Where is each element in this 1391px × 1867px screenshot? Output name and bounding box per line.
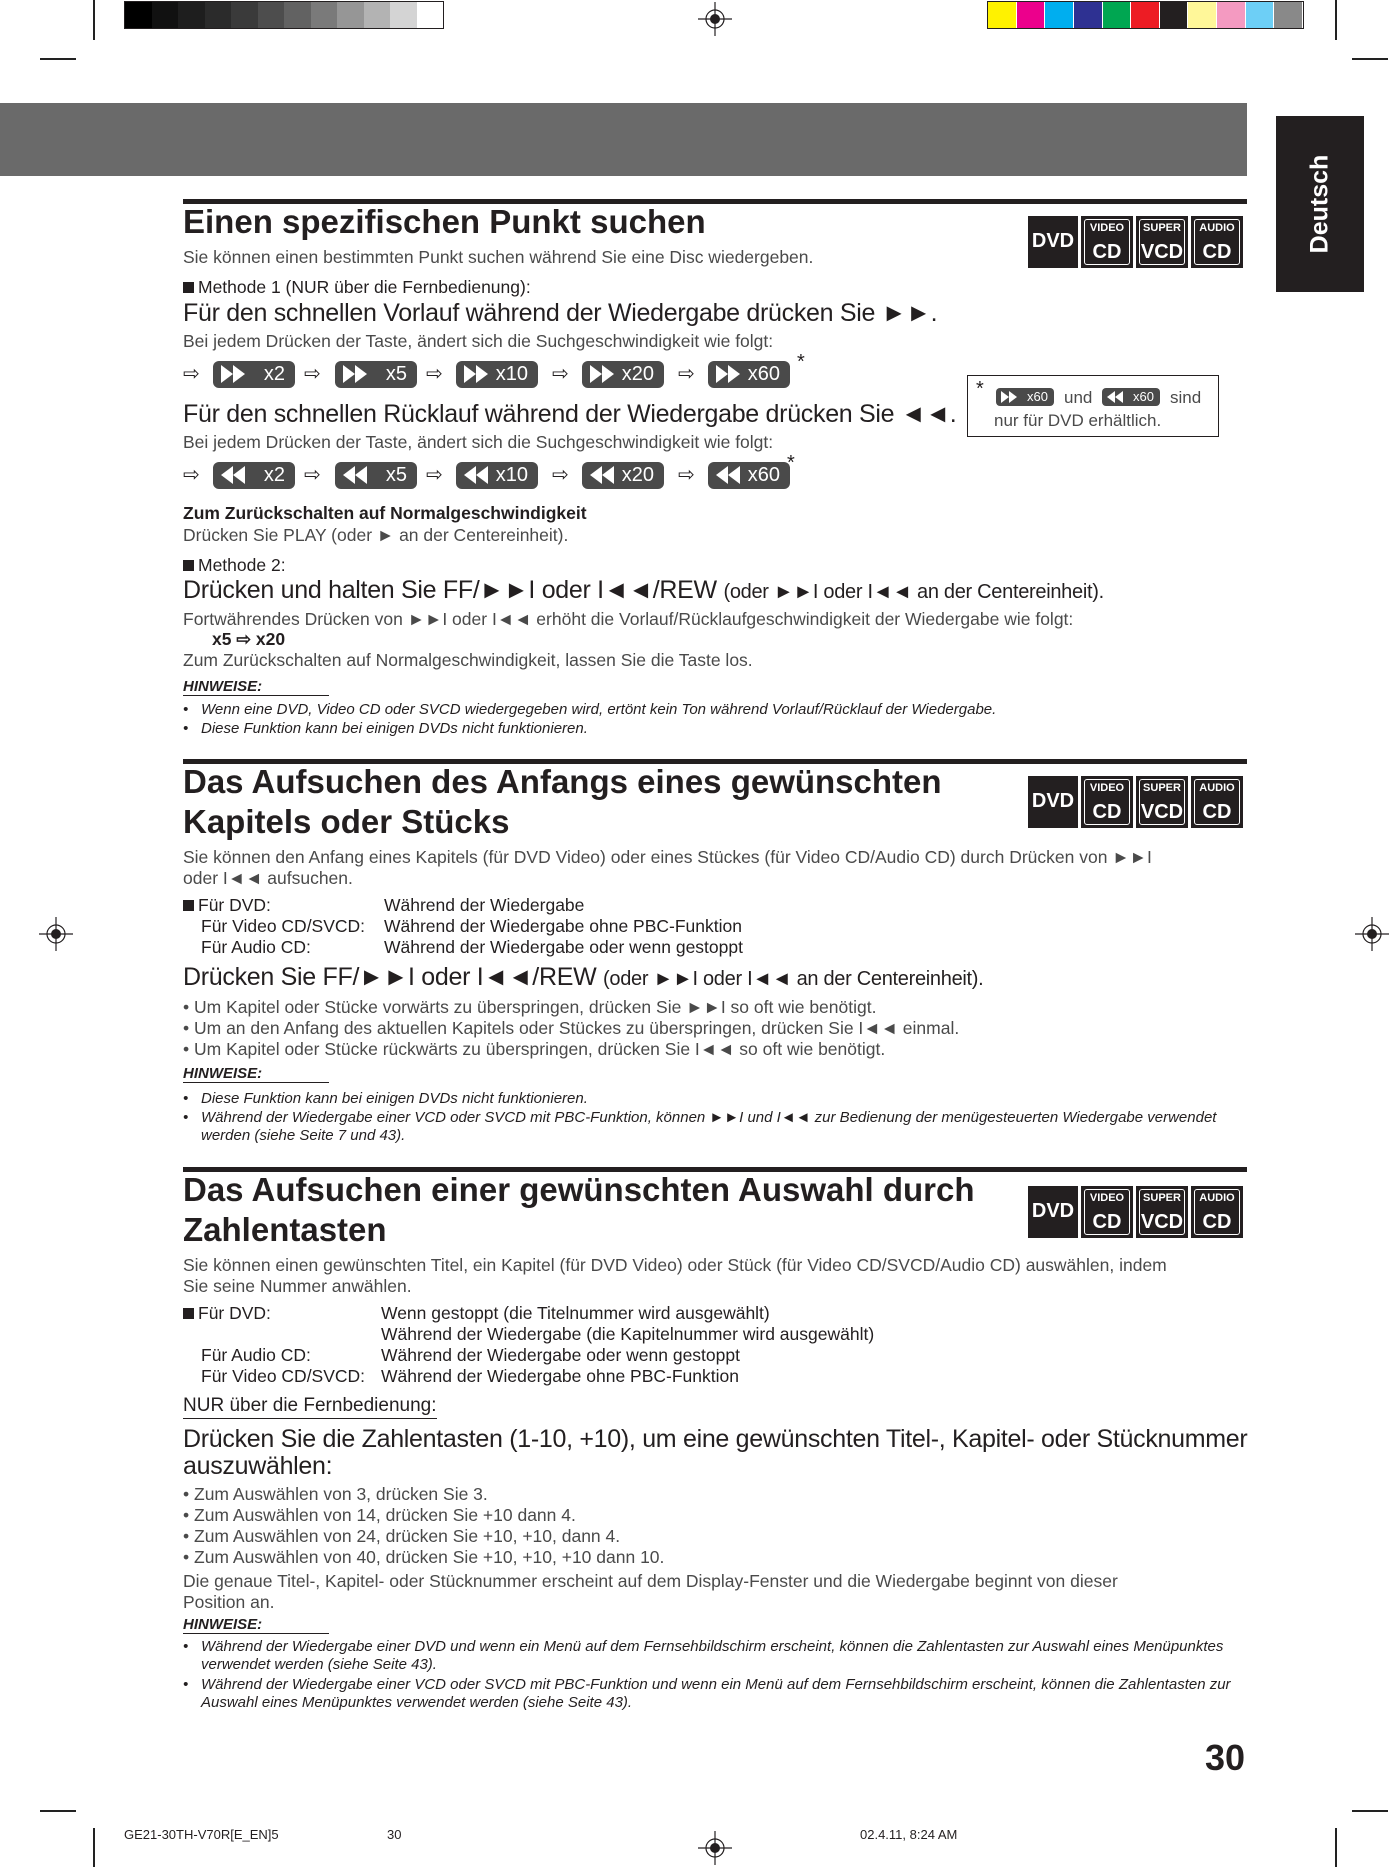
registration-mark-icon — [698, 1831, 732, 1865]
number-instruction-line2: auszuwählen: — [183, 1452, 333, 1480]
mode-row-value: Während der Wiedergabe oder wenn gestoppt — [384, 937, 743, 957]
rew-instruction: Für den schnellen Rücklauf während der Wiedergabe drücken Sie ◄◄. — [183, 400, 957, 428]
speed-label: x10 — [495, 464, 528, 486]
header-band — [0, 103, 1247, 176]
mode-row: Für Audio CD: — [201, 1345, 311, 1365]
mode-row-value: Während der Wiedergabe ohne PBC-Funktion — [381, 1366, 739, 1386]
registration-mark-icon — [1355, 917, 1389, 951]
forward-speed-pill — [335, 361, 417, 388]
color-swatch — [1246, 2, 1274, 28]
gray-swatch — [205, 2, 232, 28]
mode-row: Für Video CD/SVCD: — [201, 1366, 366, 1386]
note-item: • Diese Funktion kann bei einigen DVDs nicht funktionieren. — [183, 720, 588, 737]
rewind-speed-pill — [456, 462, 538, 489]
footnote-x60-ff: x60 — [1027, 389, 1048, 404]
sequence-arrow: ⇨ — [678, 363, 695, 385]
page-number: 30 — [1204, 1737, 1245, 1778]
speed-label: x5 — [385, 363, 407, 385]
sequence-arrow: ⇨ — [426, 464, 443, 486]
gray-swatch — [178, 2, 205, 28]
forward-speed-pill — [213, 361, 295, 388]
ff-pill-small — [996, 388, 1054, 406]
section-title-line2: Kapitels oder Stücks — [183, 803, 510, 840]
rew-pill-small — [1102, 388, 1160, 406]
rewind-icon — [343, 466, 367, 484]
registration-mark-icon — [39, 917, 73, 951]
speed-label: x5 — [385, 464, 407, 486]
video-cd-badge-top: VIDEO — [1089, 782, 1125, 794]
hinweise-heading: HINWEISE: — [183, 1065, 329, 1083]
sequence-arrow: ⇨ — [183, 363, 200, 385]
ff-instruction: Für den schnellen Vorlauf während der Wiedergabe drücken Sie ►►. — [183, 299, 938, 327]
footer-date: 02.4.11, 8:24 AM — [860, 1827, 958, 1842]
footnote-star: * — [976, 378, 984, 400]
rewind-icon — [221, 466, 245, 484]
rewind-icon — [590, 466, 614, 484]
bullet-item: • Um an den Anfang des aktuellen Kapitels oder Stückes zu überspringen, drücken Sie I◄◄ einmal. — [183, 1018, 960, 1038]
note-item: • Während der Wiedergabe einer DVD und wenn ein Menü auf dem Fernsehbildschirm erscheint, können die Zahlentasten zur Auswahl eines Menüpunktes verwendet werden (siehe Seite 43). — [183, 1638, 1224, 1673]
gray-swatch-strip — [124, 1, 444, 29]
forward-speed-pill — [708, 361, 790, 388]
rewind-speed-pill — [335, 462, 417, 489]
rewind-speed-pill — [708, 462, 790, 489]
footnote-sind: sind — [1170, 388, 1202, 407]
mode-row-value: Während der Wiedergabe ohne PBC-Funktion — [384, 916, 742, 936]
speed-label: x2 — [263, 363, 285, 385]
intro-text-line2: oder I◄◄ aufsuchen. — [183, 868, 353, 888]
mode-row: Für Audio CD: — [201, 937, 311, 957]
color-swatch — [1217, 2, 1245, 28]
crop-mark — [1352, 58, 1388, 60]
ff-subtext: Bei jedem Drücken der Taste, ändert sich die Suchgeschwindigkeit wie folgt: — [183, 331, 774, 351]
fast-forward-icon — [590, 365, 614, 383]
audio-cd-badge-main: CD — [1202, 241, 1232, 263]
sequence-arrow: ⇨ — [183, 464, 200, 486]
note-item: • Diese Funktion kann bei einigen DVDs nicht funktionieren. — [183, 1090, 588, 1107]
section-title-line1: Das Aufsuchen des Anfangs eines gewünschten — [183, 763, 942, 800]
hinweise-heading: HINWEISE: — [183, 1616, 329, 1634]
color-swatch — [988, 2, 1016, 28]
mode-row-value: Während der Wiedergabe — [384, 895, 585, 915]
crop-mark — [93, 0, 95, 40]
method-2-release: Zum Zurückschalten auf Normalgeschwindigkeit, lassen Sie die Taste los. — [183, 650, 753, 670]
speed-label: x60 — [747, 464, 780, 486]
gray-swatch — [231, 2, 258, 28]
normal-speed-text: Drücken Sie PLAY (oder ► an der Centereinheit). — [183, 525, 569, 545]
color-swatch — [1103, 2, 1131, 28]
footer-page: 30 — [387, 1827, 402, 1842]
fast-forward-icon — [464, 365, 488, 383]
gray-swatch — [258, 2, 285, 28]
color-swatch-strip — [987, 1, 1304, 29]
intro-text-line2: Sie seine Nummer anwählen. — [183, 1276, 412, 1296]
gray-swatch — [125, 2, 152, 28]
mode-row-value: Während der Wiedergabe oder wenn gestoppt — [381, 1345, 740, 1365]
rewind-icon — [464, 466, 488, 484]
video-cd-badge-main: CD — [1092, 1211, 1122, 1233]
speed-label: x20 — [621, 464, 654, 486]
method-2-text: Fortwährendes Drücken von ►►I oder I◄◄ erhöht die Vorlauf/Rücklaufgeschwindigkeit der Wiedergabe wie folgt: — [183, 609, 1074, 629]
gray-swatch — [390, 2, 417, 28]
gray-swatch — [417, 2, 444, 28]
speed-label: x2 — [263, 464, 285, 486]
footnote-and: und — [1064, 388, 1093, 407]
language-label: Deutsch — [1305, 154, 1334, 254]
gray-swatch — [284, 2, 311, 28]
svcd-badge-top: SUPER — [1143, 1192, 1181, 1204]
note-item: • Während der Wiedergabe einer VCD oder SVCD mit PBC-Funktion und wenn ein Menü auf dem Fernsehbildschirm erscheint, können die Zahlentasten zur Auswahl eines Menüpunktes verwendet werden (siehe Seite 43). — [183, 1676, 1231, 1711]
gray-swatch — [311, 2, 338, 28]
crop-mark — [1335, 0, 1337, 40]
display-text-line1: Die genaue Titel-, Kapitel- oder Stücknummer erscheint auf dem Display-Fenster und die Wiedergabe beginnt von dieser — [183, 1571, 1118, 1591]
fast-forward-icon — [716, 365, 740, 383]
color-swatch — [1160, 2, 1188, 28]
dvd-badge: DVD — [1031, 1200, 1075, 1222]
disc-badges — [1028, 776, 1243, 828]
svcd-badge-top: SUPER — [1143, 222, 1181, 234]
fast-forward-icon — [343, 365, 367, 383]
bullet-item: • Um Kapitel oder Stücke vorwärts zu überspringen, drücken Sie ►►I so oft wie benötigt. — [183, 997, 877, 1017]
bullet-item: • Zum Auswählen von 24, drücken Sie +10, +10, dann 4. — [183, 1526, 621, 1546]
sequence-arrow: ⇨ — [552, 363, 569, 385]
rewind-icon — [716, 466, 740, 484]
method-2-speeds: x5 ⇨ x20 — [212, 629, 286, 649]
bullet-item: • Um Kapitel oder Stücke rückwärts zu überspringen, drücken Sie I◄◄ so oft wie benötigt. — [183, 1039, 886, 1059]
fast-forward-icon — [221, 365, 245, 383]
audio-cd-badge-main: CD — [1202, 1211, 1232, 1233]
mode-row: Für DVD: — [183, 1303, 271, 1324]
note-item: • Wenn eine DVD, Video CD oder SVCD wiedergegeben wird, ertönt kein Ton während Vorlauf/Rücklauf der Wiedergabe. — [183, 701, 997, 718]
gray-swatch — [152, 2, 179, 28]
color-swatch — [1017, 2, 1045, 28]
svcd-badge-main: VCD — [1140, 1211, 1184, 1233]
sequence-arrow: ⇨ — [304, 464, 321, 486]
mode-row-value: Während der Wiedergabe (die Kapitelnummer wird ausgewählt) — [381, 1324, 875, 1344]
rewind-speed-pill — [213, 462, 295, 489]
bullet-item: • Zum Auswählen von 14, drücken Sie +10 dann 4. — [183, 1505, 576, 1525]
crop-mark — [1352, 1810, 1388, 1812]
crop-mark — [40, 1810, 76, 1812]
rew-subtext: Bei jedem Drücken der Taste, ändert sich die Suchgeschwindigkeit wie folgt: — [183, 432, 774, 452]
section-title: Einen spezifischen Punkt suchen — [183, 203, 706, 240]
gray-swatch — [337, 2, 364, 28]
video-cd-badge-top: VIDEO — [1089, 222, 1125, 234]
bullet-item: • Zum Auswählen von 3, drücken Sie 3. — [183, 1484, 488, 1504]
audio-cd-badge-top: AUDIO — [1199, 1192, 1235, 1204]
footer-file: GE21-30TH-V70R[E_EN]5 — [124, 1827, 279, 1842]
speed-label: x10 — [495, 363, 528, 385]
color-swatch — [1045, 2, 1073, 28]
svcd-badge-main: VCD — [1140, 241, 1184, 263]
video-cd-badge-main: CD — [1092, 801, 1122, 823]
registration-mark-icon — [698, 2, 732, 36]
footnote-line2: nur für DVD erhältlich. — [994, 411, 1162, 430]
skip-instruction: Drücken Sie FF/►►I oder I◄◄/REW (oder ►►I oder I◄◄ an der Centereinheit). — [183, 963, 984, 991]
color-swatch — [1188, 2, 1216, 28]
mode-row: Für DVD: — [183, 895, 271, 916]
color-swatch — [1274, 2, 1302, 28]
audio-cd-badge-main: CD — [1202, 801, 1232, 823]
rew-speed-star: * — [787, 452, 795, 474]
crop-mark — [1335, 1828, 1337, 1867]
speed-label: x60 — [747, 363, 780, 385]
svcd-badge-main: VCD — [1140, 801, 1184, 823]
method-1-label: Methode 1 (NUR über die Fernbedienung): — [183, 277, 531, 298]
dvd-badge: DVD — [1031, 230, 1075, 252]
forward-speed-pill — [582, 361, 664, 388]
sequence-arrow: ⇨ — [678, 464, 695, 486]
disc-badges — [1028, 216, 1243, 268]
video-cd-badge-top: VIDEO — [1089, 1192, 1125, 1204]
sequence-arrow: ⇨ — [552, 464, 569, 486]
rewind-icon — [1107, 391, 1123, 403]
svcd-badge-top: SUPER — [1143, 782, 1181, 794]
normal-speed-heading: Zum Zurückschalten auf Normalgeschwindigkeit — [183, 503, 587, 523]
remote-only-label: NUR über die Fernbedienung: — [183, 1394, 437, 1419]
video-cd-badge-main: CD — [1092, 241, 1122, 263]
disc-badges — [1028, 1186, 1243, 1238]
language-tab — [1276, 116, 1364, 292]
audio-cd-badge-top: AUDIO — [1199, 782, 1235, 794]
method-2-instruction: Drücken und halten Sie FF/►►I oder I◄◄/REW (oder ►►I oder I◄◄ an der Centereinheit). — [183, 576, 1104, 604]
rewind-speed-pill — [582, 462, 664, 489]
bullet-item: • Zum Auswählen von 40, drücken Sie +10, +10, +10 dann 10. — [183, 1547, 665, 1567]
method-2-label: Methode 2: — [183, 555, 286, 576]
color-swatch — [1074, 2, 1102, 28]
forward-speed-pill — [456, 361, 538, 388]
note-item: • Während der Wiedergabe einer VCD oder SVCD mit PBC-Funktion, können ►►I und I◄◄ zur Bedienung der menügesteuerten Wiedergabe verwendet werden (siehe Seite 7 und 43). — [183, 1109, 1217, 1144]
sequence-arrow: ⇨ — [426, 363, 443, 385]
display-text-line2: Position an. — [183, 1592, 275, 1612]
hinweise-heading: HINWEISE: — [183, 678, 329, 696]
audio-cd-badge-top: AUDIO — [1199, 222, 1235, 234]
gray-swatch — [364, 2, 391, 28]
color-swatch — [1131, 2, 1159, 28]
mode-row: Für Video CD/SVCD: — [201, 916, 366, 936]
intro-text: Sie können einen bestimmten Punkt suchen während Sie eine Disc wiedergeben. — [183, 247, 814, 267]
fast-forward-icon — [1001, 391, 1017, 403]
number-instruction-line1: Drücken Sie die Zahlentasten (1-10, +10), um eine gewünschten Titel-, Kapitel- oder Stücknummer — [183, 1425, 1248, 1453]
intro-text-line1: Sie können einen gewünschten Titel, ein Kapitel (für DVD Video) oder Stück (für Video CD/SVCD/Audio CD) auswählen, indem — [183, 1255, 1167, 1275]
ff-speed-star: * — [797, 351, 805, 373]
dvd-badge: DVD — [1031, 790, 1075, 812]
footnote-x60-rew: x60 — [1133, 389, 1154, 404]
sequence-arrow: ⇨ — [304, 363, 321, 385]
crop-mark — [93, 1828, 95, 1867]
footnote-box — [967, 375, 1219, 437]
intro-text-line1: Sie können den Anfang eines Kapitels (für DVD Video) oder eines Stückes (für Video CD/Audio CD) durch Drücken von ►►I — [183, 847, 1152, 867]
mode-row-value: Wenn gestoppt (die Titelnummer wird ausgewählt) — [381, 1303, 770, 1323]
speed-label: x20 — [621, 363, 654, 385]
section-title-line1: Das Aufsuchen einer gewünschten Auswahl durch — [183, 1171, 975, 1208]
crop-mark — [40, 58, 76, 60]
section-title-line2: Zahlentasten — [183, 1211, 387, 1248]
